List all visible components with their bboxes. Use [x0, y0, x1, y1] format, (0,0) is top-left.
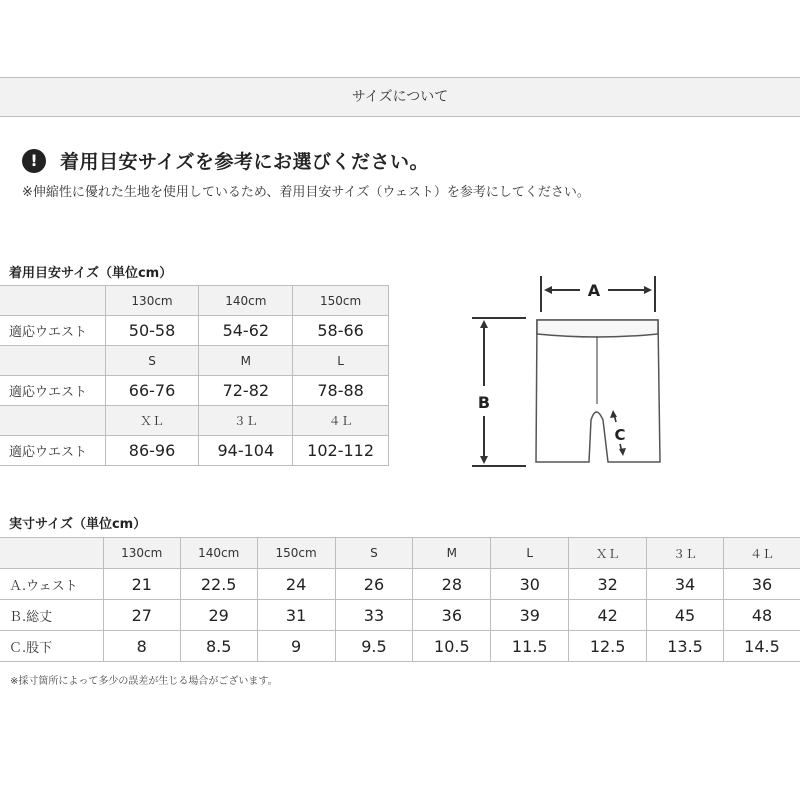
table-cell: 48 [723, 600, 800, 631]
table-cell: 31 [257, 600, 335, 631]
table-cell: 9 [257, 631, 335, 662]
table-cell: 12.5 [569, 631, 647, 662]
size-header: S [335, 538, 413, 569]
size-header: S [105, 346, 199, 376]
size-header: 130cm [105, 286, 199, 316]
table-cell: 26 [335, 569, 413, 600]
table-row [0, 436, 389, 466]
table-cell: 13.5 [647, 631, 724, 662]
table-row [0, 569, 800, 600]
table-row [0, 538, 800, 569]
table-cell: 21 [103, 569, 180, 600]
table-cell: 33 [335, 600, 413, 631]
table-cell: 54-62 [199, 316, 293, 346]
measure-table [0, 537, 800, 662]
size-header: 140cm [199, 286, 293, 316]
table-cell: 24 [257, 569, 335, 600]
table-cell [0, 538, 103, 569]
size-header: ＸＬ [105, 406, 199, 436]
table-cell: 42 [569, 600, 647, 631]
fit-size-table [0, 285, 389, 466]
table-cell: 78-88 [293, 376, 389, 406]
size-header: ３Ｌ [199, 406, 293, 436]
notice-title: 着用目安サイズを参考にお選びください。 [60, 151, 429, 173]
fit-table-title: 着用目安サイズ（単位cm） [9, 266, 173, 281]
row-label: Ｃ.股下 [0, 631, 103, 662]
table-cell: 72-82 [199, 376, 293, 406]
size-header: M [199, 346, 293, 376]
row-label: 適応ウエスト [0, 316, 105, 346]
table-row [0, 600, 800, 631]
label-c: C [614, 426, 626, 444]
notice-subtitle: ※伸縮性に優れた生地を使用しているため、着用目安サイズ（ウェスト）を参考にしてください。 [22, 185, 590, 200]
table-cell: 29 [180, 600, 257, 631]
table-cell: 8.5 [180, 631, 257, 662]
label-b: B [477, 393, 491, 412]
table-cell: 94-104 [199, 436, 293, 466]
table-cell: 86-96 [105, 436, 199, 466]
table-cell [0, 406, 105, 436]
table-row [0, 406, 389, 436]
table-cell: 14.5 [723, 631, 800, 662]
table-cell: 30 [491, 569, 569, 600]
table-row [0, 376, 389, 406]
shorts-outline [536, 320, 660, 462]
row-label: Ｂ.総丈 [0, 600, 103, 631]
size-header: 130cm [103, 538, 180, 569]
table-cell: 36 [723, 569, 800, 600]
table-cell: 102-112 [293, 436, 389, 466]
table-cell: 66-76 [105, 376, 199, 406]
shorts-diagram [468, 276, 668, 476]
table-row [0, 631, 800, 662]
dimension-b [472, 318, 526, 466]
size-header: ４Ｌ [293, 406, 389, 436]
table-cell: 34 [647, 569, 724, 600]
measure-table-title: 実寸サイズ（単位cm） [9, 517, 147, 532]
row-label: 適応ウエスト [0, 376, 105, 406]
footnote: ※採寸箇所によって多少の誤差が生じる場合がございます。 [10, 676, 278, 687]
size-header: 140cm [180, 538, 257, 569]
table-cell: 32 [569, 569, 647, 600]
size-header: 150cm [257, 538, 335, 569]
table-cell: 9.5 [335, 631, 413, 662]
section-header-title: サイズについて [351, 89, 449, 105]
table-cell: 10.5 [413, 631, 491, 662]
table-cell: 11.5 [491, 631, 569, 662]
table-cell: 27 [103, 600, 180, 631]
table-cell: 39 [491, 600, 569, 631]
table-row [0, 346, 389, 376]
row-label: Ａ.ウェスト [0, 569, 103, 600]
size-header: M [413, 538, 491, 569]
size-header: ＸＬ [569, 538, 647, 569]
table-cell: 45 [647, 600, 724, 631]
exclamation-icon: ! [22, 149, 46, 173]
table-cell: 36 [413, 600, 491, 631]
table-cell: 28 [413, 569, 491, 600]
table-cell: 8 [103, 631, 180, 662]
table-cell: 50-58 [105, 316, 199, 346]
size-header: ３Ｌ [647, 538, 724, 569]
table-cell [0, 346, 105, 376]
section-header [0, 77, 800, 117]
table-cell: 22.5 [180, 569, 257, 600]
size-header: L [491, 538, 569, 569]
table-cell [0, 286, 105, 316]
notice [22, 147, 429, 174]
size-header: 150cm [293, 286, 389, 316]
table-row [0, 286, 389, 316]
row-label: 適応ウエスト [0, 436, 105, 466]
table-row [0, 316, 389, 346]
table-cell: 58-66 [293, 316, 389, 346]
size-header: L [293, 346, 389, 376]
label-a: A [587, 281, 601, 300]
size-header: ４Ｌ [723, 538, 800, 569]
